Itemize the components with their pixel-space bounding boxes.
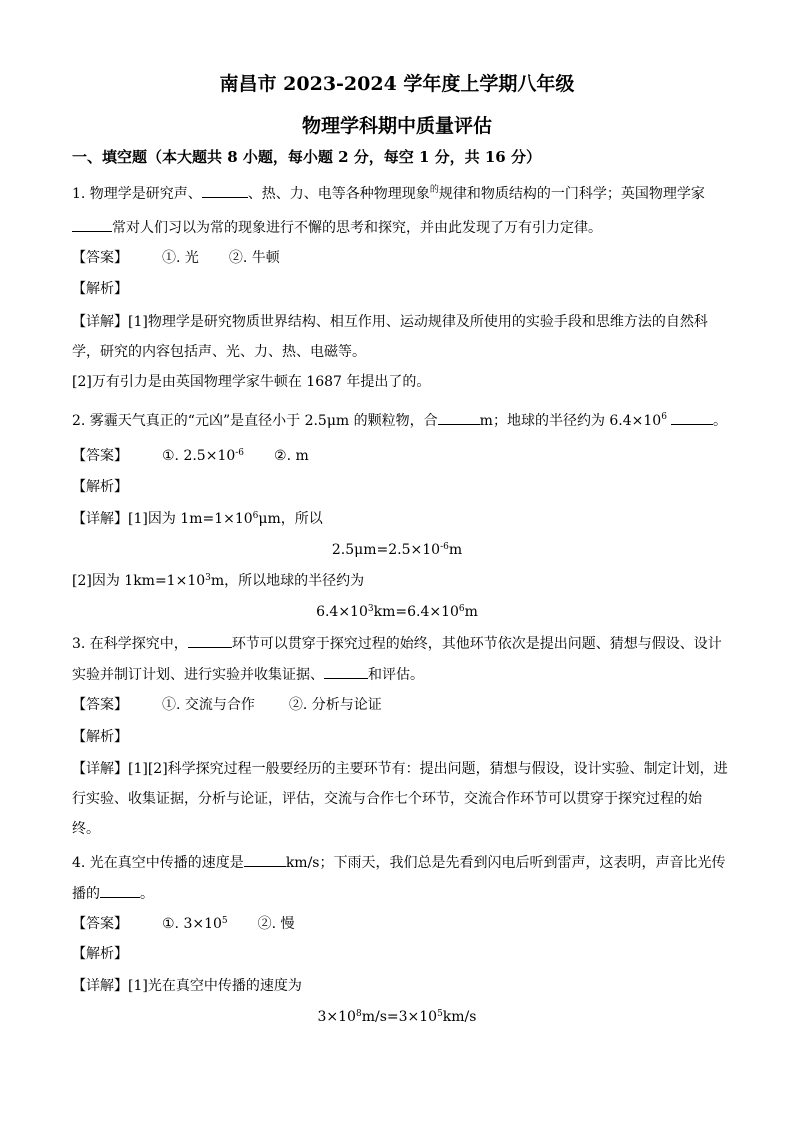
q3-blank1 <box>188 634 232 648</box>
q4-answer-2: ②. 慢 <box>257 916 295 932</box>
q4-line2 <box>72 884 154 903</box>
q1-text-c: 的 <box>429 185 439 195</box>
q4-detail-line1 <box>72 977 302 995</box>
q3-text-b: 环节可以贯穿于探究过程的始终，其他环节依次是提出问题、猜想与假设、设计 <box>231 636 722 652</box>
q2-blank1 <box>438 411 480 425</box>
q2-formula2-c: m <box>464 604 478 620</box>
q2-formula1-b: m <box>448 542 463 558</box>
answer-label: 【答案】 <box>72 697 128 713</box>
q2-text-a: 2. 雾霾天气真正的“元凶”是直径小于 2.5μm 的颗粒物，合 <box>72 413 438 429</box>
q3-answer-1: ①. 交流与合作 <box>162 697 255 713</box>
q4-text-d: 。 <box>140 886 154 902</box>
q1-answer-2: ②. 牛顿 <box>228 250 280 266</box>
q2-line1 <box>72 411 727 430</box>
q3-text-d: 和评估。 <box>368 667 424 683</box>
q3-line2 <box>72 665 424 684</box>
q2-analysis-label: 【解析】 <box>72 479 128 495</box>
q2-detail-sup: 6 <box>252 511 259 521</box>
q2-sup: 6 <box>661 412 667 422</box>
q1-text-d: 规律和物质结构的一门科学；英国物理学家 <box>438 186 705 202</box>
q1-detail-line2: 学，研究的内容包括声、光、力、热、电磁等。 <box>72 344 366 360</box>
q4-text-c: 播的 <box>72 886 100 902</box>
q3-text-a: 3. 在科学探究中， <box>72 636 188 652</box>
q2-formula2-sup1: 3 <box>367 604 374 614</box>
q3-analysis-label: 【解析】 <box>72 729 128 745</box>
q2-detail2-a: [2]因为 1km=1×10 <box>72 573 206 589</box>
q1-blank2 <box>72 218 112 232</box>
q2-detail-line2 <box>72 572 364 590</box>
q1-text-e: 常对人们习以为常的现象进行不懈的思考和探究，并由此发现了万有引力定律。 <box>112 220 602 236</box>
q2-detail-line1 <box>72 510 323 528</box>
q1-detail-line3: [2]万有引力是由英国物理学家牛顿在 1687 年提出了的。 <box>72 374 431 390</box>
q2-formula1-a: 2.5μm=2.5×10 <box>331 542 441 558</box>
q3-line1 <box>72 634 722 653</box>
detail-label: 【详解】 <box>72 511 128 527</box>
q2-answer-1 <box>162 447 244 465</box>
q4-text-a: 4. 光在真空中传播的速度是 <box>72 855 244 871</box>
q4-formula1-sup2: 5 <box>437 1009 443 1019</box>
q2-detail-a: [1]因为 1m=1×10 <box>128 511 253 527</box>
q3-text-c: 实验并制订计划、进行实验并收集证据、 <box>72 667 324 683</box>
q3-answer <box>72 696 382 714</box>
q4-formula1-b: m/s=3×10 <box>361 1009 438 1025</box>
q4-line1 <box>72 853 725 872</box>
q3-answer-2: ②. 分析与论证 <box>288 697 382 713</box>
detail-label: 【详解】 <box>72 314 128 330</box>
q1-answer-1: ①. 光 <box>162 250 199 266</box>
q2-text-c: 。 <box>712 413 727 429</box>
q1-detail-line1 <box>72 313 708 331</box>
q1-blank1 <box>202 184 248 198</box>
answer-label: 【答案】 <box>72 916 128 932</box>
q1-detail-text1: [1]物理学是研究物质世界结构、相互作用、运动规律及所使用的实验手段和思维方法的自然科 <box>128 314 708 330</box>
q2-answer-1-base: ①. 2.5×10 <box>162 448 236 464</box>
q2-formula1-sup: -6 <box>440 542 449 552</box>
q2-detail2-sup: 3 <box>205 573 211 583</box>
q2-detail2-b: m，所以地球的半径约为 <box>210 573 365 589</box>
q3-detail-text1: [1][2]科学探究过程一般要经历的主要环节有：提出问题，猜想与假设，设计实验、制定计划，进 <box>128 761 728 777</box>
detail-label: 【详解】 <box>72 761 128 777</box>
q4-answer <box>72 915 295 933</box>
q2-answer-2: ②. m <box>274 448 309 464</box>
q4-analysis-label: 【解析】 <box>72 946 128 962</box>
document-subtitle: 物理学科期中质量评估 <box>301 115 492 137</box>
q2-text-b: m；地球的半径约为 6.4×10 <box>479 413 662 429</box>
q2-formula2-sup2: 6 <box>458 604 465 614</box>
q2-formula2-b: km=6.4×10 <box>373 604 459 620</box>
q2-formula2-a: 6.4×10 <box>316 604 368 620</box>
section-heading: 一、填空题（本大题共 8 小题，每小题 2 分，每空 1 分，共 16 分） <box>72 148 541 166</box>
q4-answer-1-sup: 5 <box>221 916 228 926</box>
q4-answer-1-base: ①. 3×10 <box>162 916 222 932</box>
q1-line1 <box>72 184 705 203</box>
q3-detail-line1 <box>72 760 728 778</box>
q1-text-b: 、热、力、电等各种物理现象 <box>247 186 430 202</box>
q1-analysis-label: 【解析】 <box>72 281 128 297</box>
q3-detail-line3: 终。 <box>72 821 100 837</box>
answer-label: 【答案】 <box>72 448 128 464</box>
q2-formula2 <box>0 603 794 621</box>
document-title: 南昌市 2023-2024 学年度上学期八年级 <box>219 73 575 95</box>
q4-formula1-sup1: 8 <box>355 1009 362 1019</box>
q3-detail-line2: 行实验、收集证据，分析与论证，评估，交流与合作七个环节，交流合作环节可以贯穿于探究过程的始 <box>72 791 702 807</box>
q4-formula1-a: 3×10 <box>317 1009 356 1025</box>
q4-detail-text1: [1]光在真空中传播的速度为 <box>128 978 302 994</box>
q2-answer-1-sup: -6 <box>235 448 245 458</box>
q1-answer <box>72 249 280 267</box>
q4-blank2 <box>100 884 140 898</box>
q2-answer <box>72 447 309 465</box>
q3-blank2 <box>324 665 368 679</box>
q4-text-b: km/s；下雨天，我们总是先看到闪电后听到雷声，这表明，声音比光传 <box>285 855 726 871</box>
q2-formula1 <box>0 541 794 559</box>
q1-line2 <box>72 218 602 237</box>
q4-formula1 <box>0 1008 794 1026</box>
q1-text-a: 1. 物理学是研究声、 <box>72 186 202 202</box>
detail-label: 【详解】 <box>72 978 128 994</box>
q2-blank2 <box>671 411 713 425</box>
answer-label: 【答案】 <box>72 250 128 266</box>
q4-formula1-c: km/s <box>442 1009 477 1025</box>
q4-answer-1 <box>162 915 228 933</box>
q2-detail-b: μm，所以 <box>258 511 323 527</box>
q4-blank1 <box>244 853 286 867</box>
